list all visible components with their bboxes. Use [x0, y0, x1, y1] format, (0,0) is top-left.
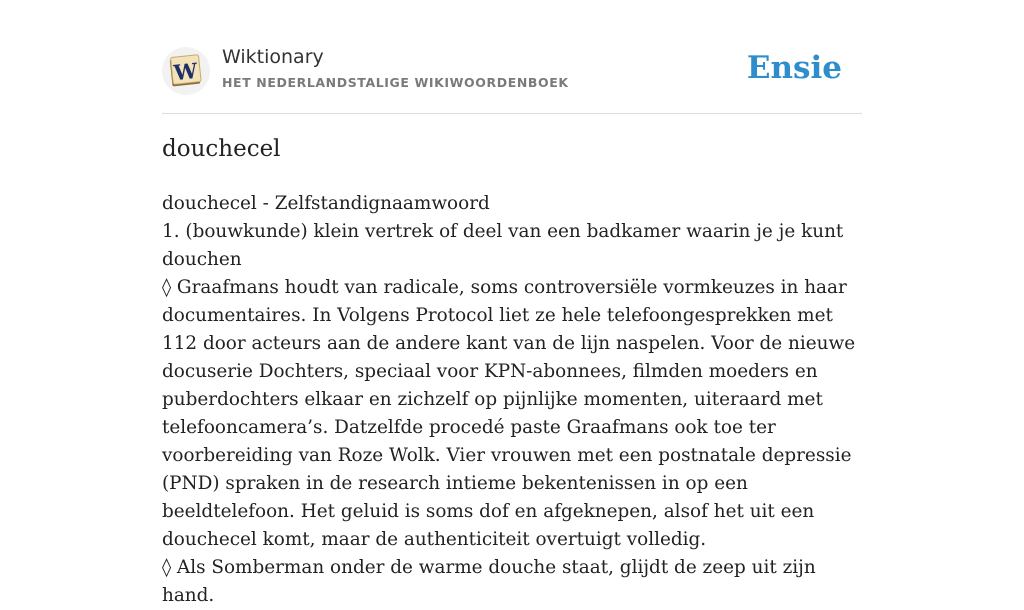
definition-content: [162, 190, 864, 610]
definition-heading: douchecel - Zelfstandignaamwoord: [162, 193, 490, 214]
site-title[interactable]: Wiktionary: [222, 46, 324, 68]
site-subtitle: HET NEDERLANDSTALIGE WIKIWOORDENBOEK: [222, 75, 569, 90]
logo-tile-icon: [168, 53, 204, 89]
example-sentence: ◊ Graafmans houdt van radicale, soms controversiële vormkeuzes in haar documentaires. In Volgens Protocol liet ze hele telefoongesprekken met 112 door acteurs aan de andere kant van de lijn naspelen. Voor de nieuwe docuserie Dochters, speciaal voor KPN-abonnees, filmden moeders en puberdochters elkaar en zichzelf op pijnlijke momenten, uiteraard met telefooncamera’s. Datzelfde procedé paste Graafmans ook toe ter voorbereiding van Roze Wolk. Vier vrouwen met een postnatale depressie (PND) spraken in de research intieme bekentenissen in op een beeldtelefoon. Het geluid is soms dof en afgeknepen, alsof het uit een douchecel komt, maar de authenticiteit overtuigt volledig.: [162, 277, 856, 550]
logo-letter: W: [172, 57, 199, 86]
page-title: douchecel: [162, 136, 281, 162]
wiktionary-logo-icon[interactable]: [162, 47, 210, 95]
example-sentence: ◊ Als Somberman onder de warme douche staat, glijdt de zeep uit zijn hand.: [162, 557, 816, 606]
ensie-brand-logo[interactable]: Ensie: [746, 50, 842, 86]
definition-text: 1. (bouwkunde) klein vertrek of deel van een badkamer waarin je je kunt douchen: [162, 221, 844, 270]
site-header: [162, 40, 862, 114]
